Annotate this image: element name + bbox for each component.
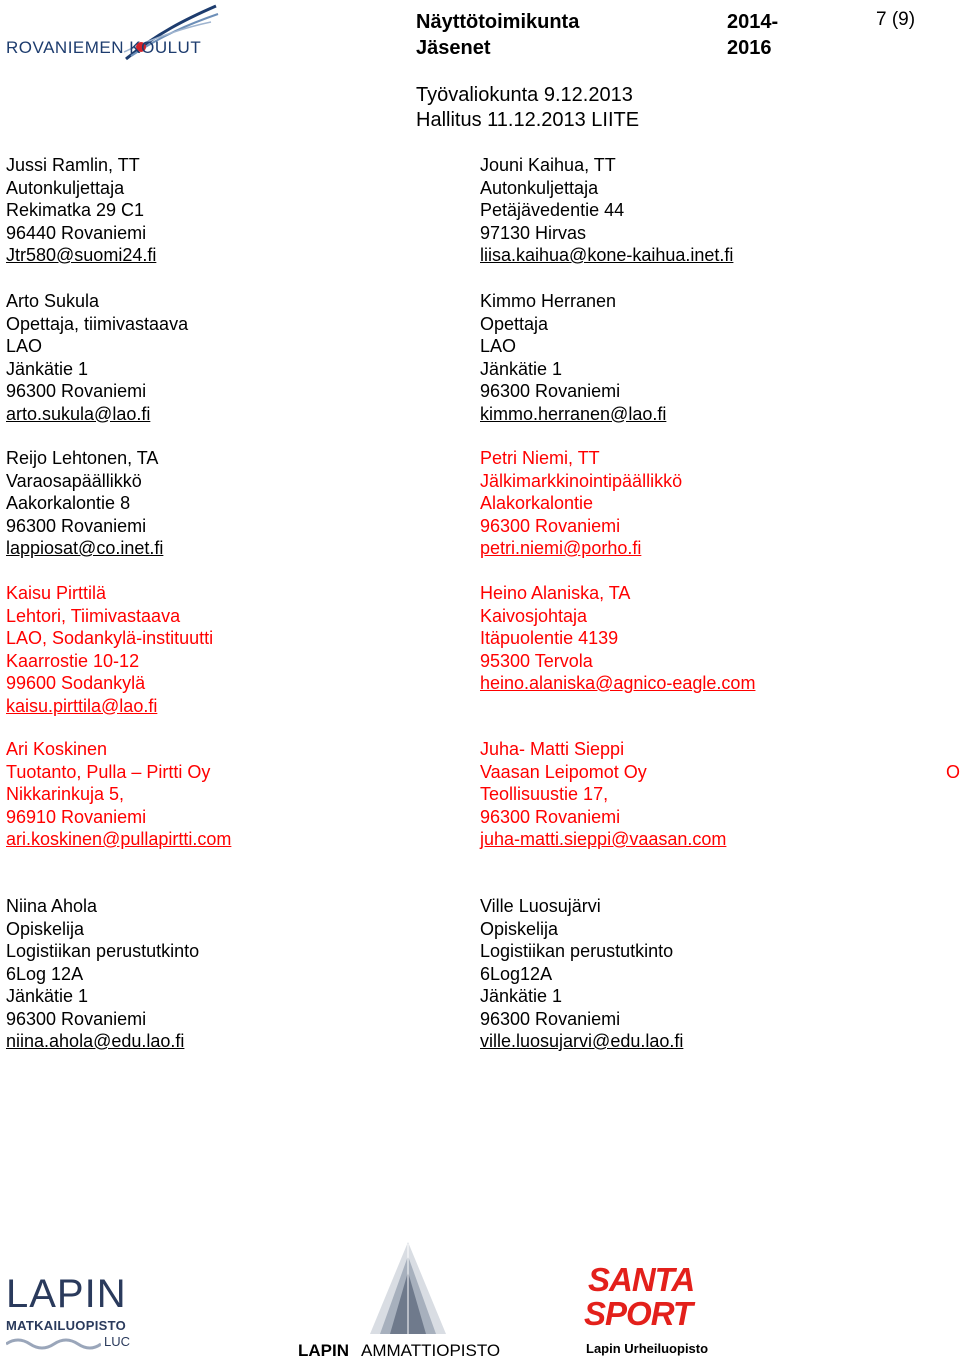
contact-address: Itäpuolentie 4139 xyxy=(480,628,619,648)
contact-name: Ari Koskinen xyxy=(6,739,108,759)
contact-card xyxy=(6,582,213,717)
urheiluopisto-wordmark: Lapin Urheiluopisto xyxy=(586,1341,709,1356)
contact-card xyxy=(6,290,188,425)
contact-address: Aakorkalontie 8 xyxy=(6,493,131,513)
contact-organization: Vaasan Leipomot Oy xyxy=(480,761,647,782)
contact-city: 96300 Rovaniemi xyxy=(480,381,621,401)
contact-address: Teollisuustie 17, xyxy=(480,784,609,804)
header-title-left: Näyttötoimikunta xyxy=(416,11,580,33)
contact-name: Petri Niemi, TT xyxy=(480,448,600,468)
contact-email-link[interactable]: liisa.kaihua@kone-kaihua.inet.fi xyxy=(480,245,734,265)
contact-role: Opiskelija xyxy=(6,918,85,939)
contact-city: 96300 Rovaniemi xyxy=(480,806,621,827)
contact-name: Kimmo Herranen xyxy=(480,291,617,311)
contact-name: Jussi Ramlin, TT xyxy=(6,155,140,175)
lapin-ammattiopisto-logo xyxy=(298,1238,520,1362)
contact-city: 96300 Rovaniemi xyxy=(6,381,147,401)
header-line-1: Työvaliokunta 9.12.2013 xyxy=(416,84,633,106)
contact-city: 99600 Sodankylä xyxy=(6,673,146,693)
contact-card xyxy=(480,290,666,425)
contact-city: 95300 Tervola xyxy=(480,650,593,671)
rovaniemen-koulut-logo xyxy=(6,4,236,64)
contact-address: Rekimatka 29 C1 xyxy=(6,200,145,220)
contact-card xyxy=(6,738,231,851)
contact-program: Logistiikan perustutkinto xyxy=(480,941,674,961)
contact-program: Logistiikan perustutkinto xyxy=(6,941,200,961)
contact-card xyxy=(480,582,755,695)
header-title-right-2: 2016 xyxy=(727,37,772,59)
sport-wordmark: SPORT xyxy=(584,1295,693,1332)
contact-card xyxy=(480,895,683,1053)
contact-name: Reijo Lehtonen, TA xyxy=(6,448,159,468)
contact-city: 96300 Rovaniemi xyxy=(6,1008,147,1029)
contact-card xyxy=(6,895,199,1053)
contact-organization: LAO, Sodankylä-instituutti xyxy=(6,628,214,648)
contact-email-link[interactable]: lappiosat@co.inet.fi xyxy=(6,538,164,558)
contact-name: Juha- Matti Sieppi xyxy=(480,739,625,759)
contact-name: Arto Sukula xyxy=(6,291,100,311)
contact-name: Niina Ahola xyxy=(6,896,98,916)
contact-city: 96300 Rovaniemi xyxy=(480,1008,621,1029)
contact-organization: LAO xyxy=(6,336,43,356)
header-line-2: Hallitus 11.12.2013 LIITE xyxy=(416,109,640,131)
contact-address: Jänkätie 1 xyxy=(6,358,89,379)
santa-wordmark: SANTA xyxy=(588,1261,695,1298)
luc-wordmark: LUC xyxy=(104,1334,131,1349)
contact-email-link[interactable]: arto.sukula@lao.fi xyxy=(6,403,151,424)
contact-role: Autonkuljettaja xyxy=(480,177,599,198)
contact-role: Opiskelija xyxy=(480,918,559,939)
matkailuopisto-wordmark: MATKAILUOPISTO xyxy=(6,1318,126,1333)
contact-role: Varaosapäällikkö xyxy=(6,470,142,491)
contact-city: 96440 Rovaniemi xyxy=(6,222,147,243)
contact-card xyxy=(6,447,163,560)
ammattiopisto-wordmark-lapin: LAPIN xyxy=(298,1341,349,1360)
contact-card xyxy=(6,154,156,267)
contact-email-link[interactable]: juha-matti.sieppi@vaasan.com xyxy=(480,829,727,849)
contact-group: 6Log 12A xyxy=(6,963,84,984)
contact-email-link[interactable]: kaisu.pirttila@lao.fi xyxy=(6,695,158,716)
contact-name: Ville Luosujärvi xyxy=(480,896,601,916)
contact-name: Kaisu Pirttilä xyxy=(6,583,107,603)
clipped-character: O xyxy=(946,762,960,782)
contact-email-link[interactable]: niina.ahola@edu.lao.fi xyxy=(6,1031,185,1051)
contact-name: Heino Alaniska, TA xyxy=(480,583,631,603)
contact-address: Jänkätie 1 xyxy=(480,358,563,379)
contact-organization: Tuotanto, Pulla – Pirtti Oy xyxy=(6,761,211,782)
contact-role: Autonkuljettaja xyxy=(6,177,125,198)
contact-city: 97130 Hirvas xyxy=(480,222,587,243)
contact-email-link[interactable]: heino.alaniska@agnico-eagle.com xyxy=(480,673,756,693)
contact-email-link[interactable]: kimmo.herranen@lao.fi xyxy=(480,403,667,424)
lapin-matkailuopisto-logo xyxy=(6,1272,146,1352)
contact-city: 96300 Rovaniemi xyxy=(480,515,621,536)
contact-name: Jouni Kaihua, TT xyxy=(480,155,616,175)
contact-card xyxy=(480,154,733,267)
contact-role: Opettaja, tiimivastaava xyxy=(6,313,189,334)
contact-city: 96910 Rovaniemi xyxy=(6,806,147,827)
logo-text: ROVANIEMEN KOULUT xyxy=(6,38,202,57)
contact-email-link[interactable]: ari.koskinen@pullapirtti.com xyxy=(6,829,232,849)
wave-icon xyxy=(6,1334,101,1350)
contact-city: 96300 Rovaniemi xyxy=(6,515,147,536)
contact-address: Alakorkalontie xyxy=(480,493,594,513)
contact-email-link[interactable]: Jtr580@suomi24.fi xyxy=(6,245,157,265)
contact-role: Jälkimarkkinointipäällikkö xyxy=(480,470,683,491)
page-number: 7 (9) xyxy=(876,9,916,30)
contact-address: Kaarrostie 10-12 xyxy=(6,650,140,671)
contact-email-link[interactable]: ville.luosujarvi@edu.lao.fi xyxy=(480,1031,684,1051)
contact-address: Nikkarinkuja 5, xyxy=(6,784,125,804)
contact-address: Petäjävedentie 44 xyxy=(480,200,625,220)
contact-group: 6Log12A xyxy=(480,963,553,984)
contact-card xyxy=(480,447,682,560)
contact-email-link[interactable]: petri.niemi@porho.fi xyxy=(480,538,642,558)
contact-role: Opettaja xyxy=(480,313,549,334)
lapin-logo-wordmark: LAPIN xyxy=(6,1272,127,1316)
ammattiopisto-wordmark: AMMATTIOPISTO xyxy=(361,1341,501,1360)
contact-role: Lehtori, Tiimivastaava xyxy=(6,605,181,626)
contact-role: Kaivosjohtaja xyxy=(480,605,588,626)
contact-address: Jänkätie 1 xyxy=(480,986,563,1006)
header-title-left-2: Jäsenet xyxy=(416,37,491,59)
contact-organization: LAO xyxy=(480,336,517,356)
header-title-right: 2014- xyxy=(727,11,779,33)
contact-card xyxy=(480,738,726,851)
contact-address: Jänkätie 1 xyxy=(6,986,89,1006)
ammattiopisto-tree-icon xyxy=(338,1238,478,1338)
santa-sport-logo xyxy=(584,1262,724,1358)
